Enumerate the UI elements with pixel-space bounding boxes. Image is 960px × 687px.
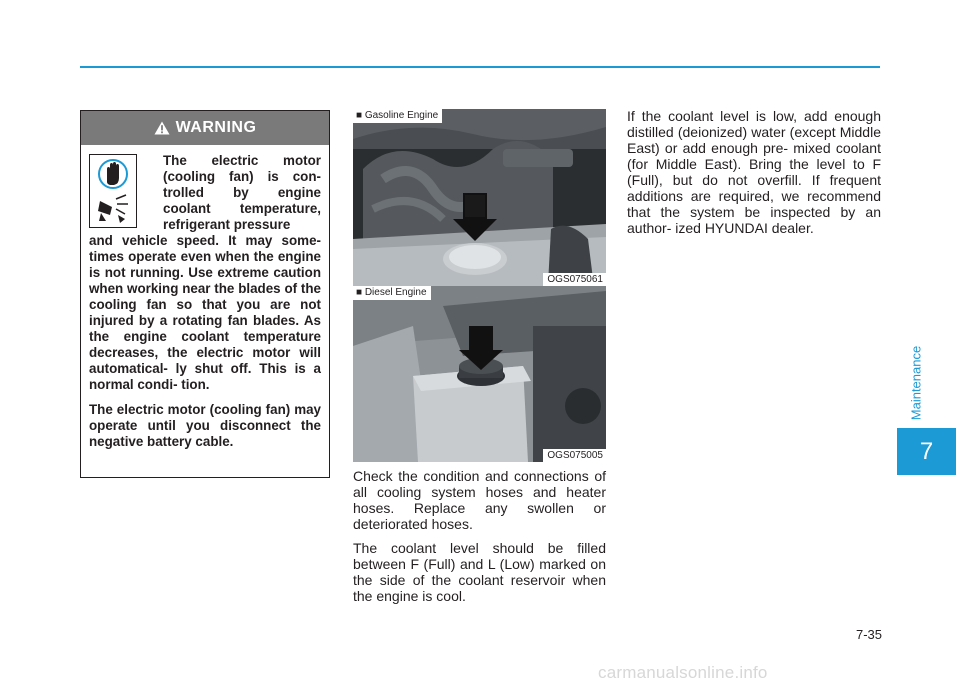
gasoline-figure-code: OGS075061 [543,273,606,286]
hoses-paragraph: Check the condition and connections of all cooling system hoses and heater hoses. Replace any swollen or deteriorated hoses. [353,468,606,532]
middle-column [353,468,606,612]
diesel-engine-label: ■ Diesel Engine [353,286,431,300]
warning-continuation: and vehicle speed. It may some- times operate even when the engine is not running. Use extreme caution when working near the blades of the cooling fan so that you are not injured by a rotating fan blades. As the engine coolant temperature decreases, the electric motor will automatical- ly shut off. This is a normal condi- tion. [89,233,321,392]
warning-triangle-icon [154,121,170,135]
gasoline-engine-label: ■ Gasoline Engine [353,109,442,123]
warning-title: WARNING [175,119,257,136]
coolant-level-paragraph: The coolant level should be filled between F (Full) and L (Low) marked on the side of the coolant reservoir when the engine is cool. [353,540,606,604]
add-coolant-paragraph: If the coolant level is low, add enough distilled (deionized) water (except Middle East) or add enough pre- mixed coolant (for Middle East). Bring the level to F (Full), but do not overfill. If frequent additions are required, we recommend that the system be inspected by an author- ized HYUNDAI dealer. [627,108,881,236]
chapter-tab [897,428,956,475]
diesel-engine-figure [353,286,606,462]
section-label [908,340,924,426]
hand-stop-fan-icon [89,154,137,228]
warning-body [81,145,329,450]
warning-second: The electric motor (cooling fan) may operate until you disconnect the negative battery cable. [89,402,321,449]
warning-header [81,111,329,145]
page-number: 7-35 [855,627,882,642]
warning-intro: The electric motor (cooling fan) is con- trolled by engine coolant temperature, refrigerant pressure [163,153,321,232]
right-column [627,108,881,244]
section-label-text: Maintenance [908,345,924,421]
chapter-number: 7 [919,437,934,465]
header-rule [80,66,880,68]
gasoline-engine-figure [353,109,606,286]
diesel-figure-code: OGS075005 [543,449,606,462]
warning-box [80,110,330,478]
watermark: carmanualsonline.info [598,663,768,682]
